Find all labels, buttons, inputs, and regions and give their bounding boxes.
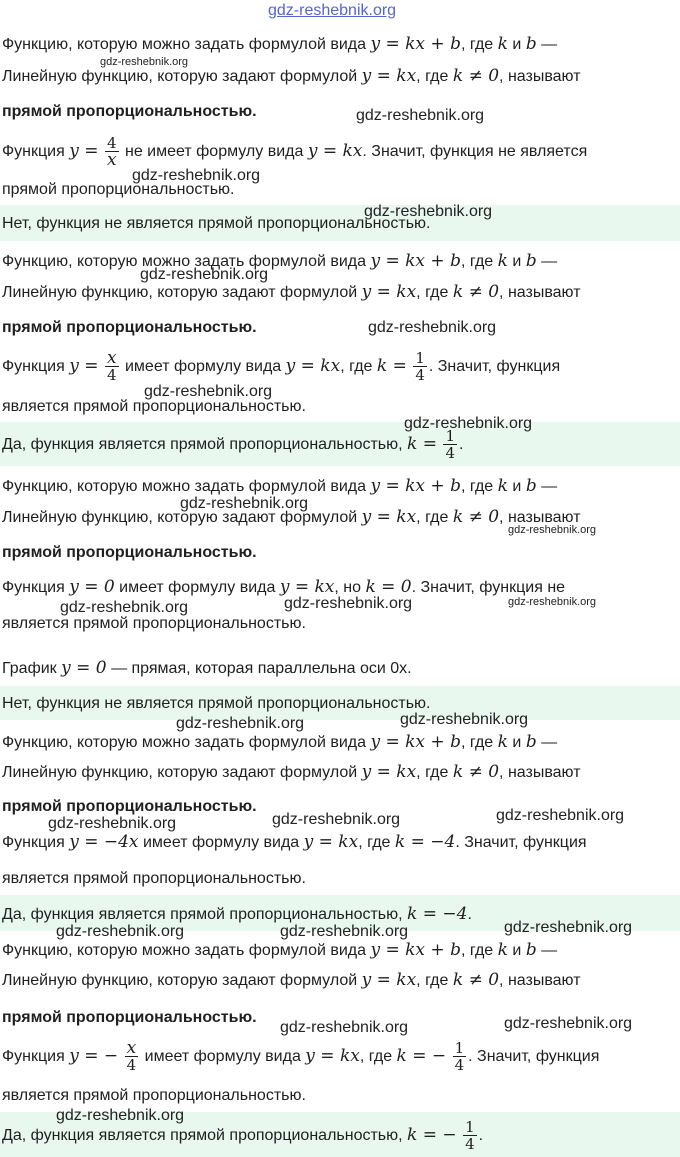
answer-k: k = −4 bbox=[407, 904, 468, 924]
frac-den: 4 bbox=[106, 366, 117, 385]
def2-where: , где bbox=[416, 972, 449, 989]
func-formula: y = kx bbox=[305, 1046, 360, 1066]
watermark: gdz-reshebnik.org bbox=[56, 1107, 185, 1124]
fraction-1-over-4 bbox=[413, 350, 427, 383]
def-b: b bbox=[525, 476, 537, 496]
watermark: gdz-reshebnik.org bbox=[504, 1015, 633, 1032]
def2-cond: k ≠ 0 bbox=[452, 970, 500, 990]
def2-where: , где bbox=[416, 284, 449, 301]
text2: прямой пропорциональностью. bbox=[2, 181, 235, 198]
answer-end: . bbox=[458, 436, 464, 453]
watermark: gdz-reshebnik.org bbox=[60, 599, 189, 616]
def2-formula: y = kx bbox=[361, 66, 417, 86]
def2-text: Линейную функцию, которую задают формулой bbox=[2, 68, 358, 85]
watermark: gdz-reshebnik.org bbox=[496, 807, 625, 824]
watermark: gdz-reshebnik.org bbox=[368, 319, 497, 336]
def2-cond: k ≠ 0 bbox=[452, 66, 500, 86]
def2-cond: k ≠ 0 bbox=[452, 282, 500, 302]
block-c-answer bbox=[2, 694, 431, 714]
def-where: , где bbox=[460, 253, 494, 270]
frac-den: x bbox=[106, 150, 117, 171]
k-formula: k = 0 bbox=[365, 577, 412, 597]
def-b: b bbox=[525, 940, 537, 960]
def-b: b bbox=[525, 732, 537, 752]
graph-formula: y = 0 bbox=[61, 658, 107, 678]
block-d-answer bbox=[2, 904, 472, 925]
def3-term: прямой пропорциональностью. bbox=[2, 319, 257, 336]
func-end: . Значит, функция не является bbox=[362, 143, 588, 160]
def2-cond: k ≠ 0 bbox=[452, 507, 500, 527]
def-text: Функцию, которую можно задать формулой вида bbox=[2, 734, 367, 751]
def-k: k bbox=[497, 732, 508, 752]
definition-line-1 bbox=[2, 940, 557, 961]
watermark: gdz-reshebnik.org bbox=[280, 1019, 409, 1036]
func-where: , где bbox=[359, 1048, 393, 1065]
k-eq: k = bbox=[376, 356, 407, 376]
watermark: gdz-reshebnik.org bbox=[268, 2, 397, 19]
frac-num: 1 bbox=[415, 349, 425, 368]
def-text: Функцию, которую можно задать формулой вида bbox=[2, 478, 367, 495]
def-text: Функцию, которую можно задать формулой вида bbox=[2, 942, 367, 959]
answer-text: Нет, функция не является прямой пропорциональностью. bbox=[2, 695, 431, 712]
def-dash: — bbox=[541, 478, 558, 495]
frac-num: 4 bbox=[106, 134, 117, 153]
def-where: , где bbox=[460, 942, 494, 959]
k-formula: k = −4 bbox=[394, 832, 456, 852]
def-formula: y = kx + b bbox=[370, 34, 461, 54]
func-formula: y = kx bbox=[307, 141, 363, 161]
watermark: gdz-reshebnik.org bbox=[140, 266, 269, 283]
func-text: имеет формулу вида bbox=[142, 834, 300, 851]
watermark: gdz-reshebnik.org bbox=[404, 415, 533, 432]
k-eq: k = − bbox=[396, 1046, 447, 1066]
def-and: и bbox=[512, 734, 522, 751]
def2-where: , где bbox=[416, 509, 449, 526]
func-formula: y = kx bbox=[279, 577, 335, 597]
def-formula: y = kx + b bbox=[370, 732, 461, 752]
definition-line-2 bbox=[2, 66, 581, 87]
fraction-1-over-4 bbox=[443, 428, 457, 461]
watermark: gdz-reshebnik.org bbox=[132, 167, 261, 184]
definition-line-1 bbox=[2, 476, 557, 497]
fraction-x-over-4 bbox=[105, 350, 119, 383]
definition-line-2 bbox=[2, 970, 581, 991]
answer-text: Нет, функция не является прямой пропорциональностью. bbox=[2, 215, 431, 232]
watermark: gdz-reshebnik.org bbox=[364, 203, 493, 220]
def-text: Функцию, которую можно задать формулой вида bbox=[2, 36, 367, 53]
func-word: Функция bbox=[2, 834, 65, 851]
watermark: gdz-reshebnik.org bbox=[356, 107, 485, 124]
definition-line-3 bbox=[2, 102, 257, 122]
block-a-func-line bbox=[2, 132, 587, 171]
def2-text: Линейную функцию, которую задают формулой bbox=[2, 284, 358, 301]
watermark: gdz-reshebnik.org bbox=[56, 923, 185, 940]
text2: является прямой пропорциональностью. bbox=[2, 1087, 306, 1104]
def2-text: Линейную функцию, которую задают формулой bbox=[2, 972, 358, 989]
def-b: b bbox=[525, 251, 537, 271]
watermark: gdz-reshebnik.org bbox=[176, 715, 305, 732]
block-c-text2 bbox=[2, 614, 306, 634]
graph-text: — прямая, которая параллельна оси 0x. bbox=[111, 660, 412, 677]
def3-term: прямой пропорциональностью. bbox=[2, 103, 257, 120]
definition-line-1 bbox=[2, 34, 557, 55]
def-where: , где bbox=[460, 36, 494, 53]
def-and: и bbox=[512, 478, 522, 495]
text2: является прямой пропорциональностью. bbox=[2, 398, 306, 415]
def-dash: — bbox=[541, 36, 558, 53]
frac-den: 4 bbox=[415, 366, 425, 385]
func-end: . Значит, функция bbox=[428, 358, 561, 375]
def2-end: , называют bbox=[499, 509, 581, 526]
def2-formula: y = kx bbox=[361, 970, 417, 990]
frac-num: 1 bbox=[465, 1118, 475, 1137]
def2-text: Линейную функцию, которую задают формулой bbox=[2, 509, 358, 526]
func-text: имеет формулу вида bbox=[144, 1048, 301, 1065]
frac-den: 4 bbox=[454, 1056, 465, 1075]
func-where: , где bbox=[340, 358, 373, 375]
func-end: . Значит, функция bbox=[468, 1048, 600, 1065]
func-word: Функция bbox=[2, 579, 65, 596]
func-end: . Значит, функция не bbox=[411, 579, 566, 596]
func-text: не имеет формулу вида bbox=[124, 143, 304, 160]
definition-line-3 bbox=[2, 318, 257, 338]
def2-formula: y = kx bbox=[361, 762, 417, 782]
def-and: и bbox=[512, 942, 522, 959]
watermark: gdz-reshebnik.org bbox=[48, 815, 177, 832]
def-b: b bbox=[525, 34, 537, 54]
func-end: . Значит, функция bbox=[455, 834, 587, 851]
definition-line-1 bbox=[2, 732, 557, 753]
text2: является прямой пропорциональностью. bbox=[2, 870, 306, 887]
func-word: Функция bbox=[2, 358, 65, 375]
definition-line-1 bbox=[2, 251, 557, 272]
answer-k: k = − bbox=[407, 1125, 457, 1145]
watermark: gdz-reshebnik.org bbox=[280, 923, 409, 940]
answer-end: . bbox=[478, 1127, 484, 1144]
def-and: и bbox=[512, 253, 522, 270]
block-d-text2 bbox=[2, 869, 306, 889]
func-text: имеет формулу вида bbox=[124, 358, 282, 375]
def3-term: прямой пропорциональностью. bbox=[2, 544, 257, 561]
answer-text: Да, функция является прямой пропорциональностью, bbox=[2, 436, 403, 453]
block-b-answer bbox=[2, 424, 463, 465]
watermark: gdz-reshebnik.org bbox=[180, 495, 309, 512]
func-y: y = bbox=[69, 356, 99, 376]
def2-where: , где bbox=[416, 68, 449, 85]
def-k: k bbox=[497, 34, 508, 54]
definition-line-2 bbox=[2, 282, 581, 303]
def2-cond: k ≠ 0 bbox=[452, 762, 500, 782]
answer-end: . bbox=[467, 906, 472, 923]
def-k: k bbox=[497, 940, 508, 960]
func-but: , но bbox=[334, 579, 361, 596]
def2-end: , называют bbox=[499, 972, 581, 989]
func-formula: y = kx bbox=[303, 832, 359, 852]
watermark: gdz-reshebnik.org bbox=[400, 711, 529, 728]
func-y: y = bbox=[69, 141, 99, 161]
func-formula-y: y = −4x bbox=[69, 832, 139, 852]
watermark: gdz-reshebnik.org bbox=[284, 595, 413, 612]
def-dash: — bbox=[541, 734, 558, 751]
def-formula: y = kx + b bbox=[370, 476, 461, 496]
def-and: и bbox=[512, 36, 522, 53]
watermark: gdz-reshebnik.org bbox=[508, 524, 597, 536]
watermark: gdz-reshebnik.org bbox=[100, 56, 189, 68]
watermark: gdz-reshebnik.org bbox=[508, 596, 597, 608]
func-y: y = − bbox=[69, 1046, 119, 1066]
func-text: имеет формулу вида bbox=[119, 579, 276, 596]
def-text: Функцию, которую можно задать формулой вида bbox=[2, 253, 367, 270]
definition-line-2 bbox=[2, 762, 581, 783]
def2-end: , называют bbox=[499, 68, 581, 85]
def-formula: y = kx + b bbox=[370, 940, 461, 960]
fraction-x-over-4 bbox=[125, 1040, 139, 1073]
watermark: gdz-reshebnik.org bbox=[144, 383, 273, 400]
def2-formula: y = kx bbox=[361, 282, 417, 302]
func-word: Функция bbox=[2, 143, 65, 160]
frac-den: 4 bbox=[465, 1135, 475, 1154]
def2-formula: y = kx bbox=[361, 507, 417, 527]
block-c-graph-line bbox=[2, 658, 412, 679]
def-where: , где bbox=[460, 734, 494, 751]
def-dash: — bbox=[541, 942, 558, 959]
definition-line-3 bbox=[2, 543, 257, 563]
frac-num: 1 bbox=[454, 1039, 465, 1058]
def2-end: , называют bbox=[499, 284, 581, 301]
def3-term: прямой пропорциональностью. bbox=[2, 798, 257, 815]
frac-num: x bbox=[126, 1038, 137, 1059]
fraction-1-over-4 bbox=[463, 1119, 477, 1152]
fraction-1-over-4 bbox=[453, 1040, 467, 1073]
func-formula-y0: y = 0 bbox=[69, 577, 115, 597]
watermark: gdz-reshebnik.org bbox=[272, 811, 401, 828]
def-formula: y = kx + b bbox=[370, 251, 461, 271]
def-dash: — bbox=[541, 253, 558, 270]
graph-word: График bbox=[2, 660, 57, 677]
text2: является прямой пропорциональностью. bbox=[2, 615, 306, 632]
def2-end: , называют bbox=[499, 764, 581, 781]
watermark: gdz-reshebnik.org bbox=[504, 919, 633, 936]
definition-line-3 bbox=[2, 1008, 257, 1028]
frac-den: 4 bbox=[126, 1056, 137, 1075]
answer-k: k = bbox=[407, 434, 437, 454]
frac-num: 1 bbox=[445, 427, 455, 446]
frac-den: 4 bbox=[445, 444, 455, 463]
def-where: , где bbox=[460, 478, 494, 495]
def-k: k bbox=[497, 476, 508, 496]
func-word: Функция bbox=[2, 1048, 65, 1065]
block-d-func-line bbox=[2, 832, 587, 853]
fraction-4-over-x bbox=[105, 134, 119, 171]
func-formula: y = kx bbox=[285, 356, 341, 376]
block-e-func-line bbox=[2, 1036, 599, 1077]
frac-num: x bbox=[106, 348, 117, 369]
block-b-func-line bbox=[2, 347, 560, 386]
answer-text: Да, функция является прямой пропорциональностью, bbox=[2, 906, 403, 923]
block-e-text2 bbox=[2, 1086, 306, 1106]
def3-term: прямой пропорциональностью. bbox=[2, 1009, 257, 1026]
definition-line-3 bbox=[2, 797, 257, 817]
def2-where: , где bbox=[416, 764, 449, 781]
def2-text: Линейную функцию, которую задают формулой bbox=[2, 764, 358, 781]
def-k: k bbox=[497, 251, 508, 271]
func-where: , где bbox=[358, 834, 391, 851]
answer-text: Да, функция является прямой пропорциональностью, bbox=[2, 1127, 403, 1144]
